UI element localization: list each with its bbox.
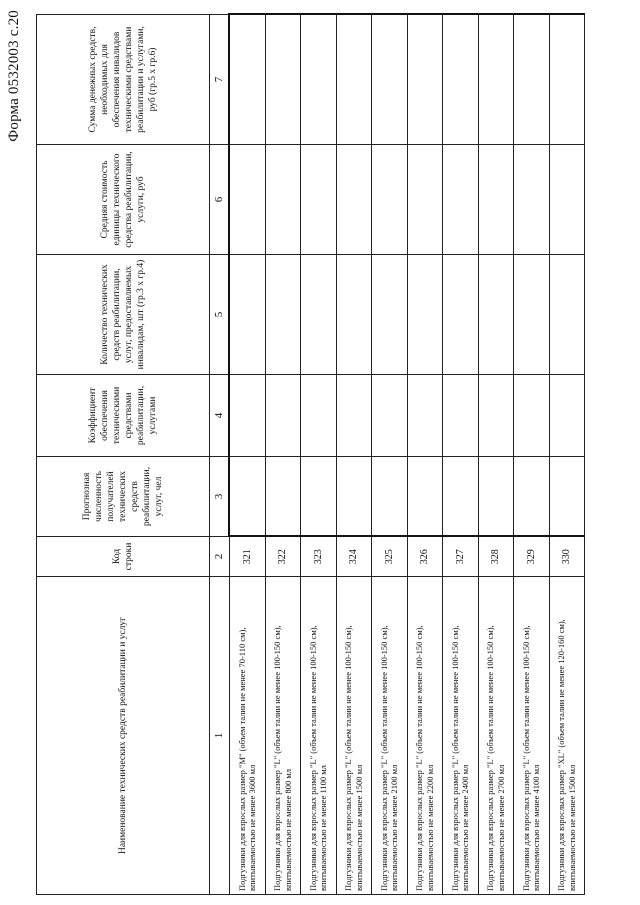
entry-cell[interactable] — [407, 457, 443, 537]
col-header-code: Код строки — [37, 537, 210, 577]
entry-cell[interactable] — [301, 457, 337, 537]
entry-cell[interactable] — [229, 375, 265, 457]
entry-cell[interactable] — [407, 375, 443, 457]
col-header-total: Сумма денежных средств, необходимых для обеспечения инвалидов техническими средствами реабилитации и услугами, руб (гр.5 х гр.6) — [37, 15, 210, 145]
entry-cell[interactable] — [478, 375, 514, 457]
entry-cell[interactable] — [265, 255, 301, 375]
entry-cell[interactable] — [514, 255, 550, 375]
entry-cell[interactable] — [549, 457, 585, 537]
col-header-avg-cost: Средняя стоимость единицы технического средства реабилитации, услуги, руб — [37, 145, 210, 255]
table-row — [514, 15, 550, 895]
col-number: 7 — [210, 15, 230, 145]
entry-cell[interactable] — [443, 145, 479, 255]
table-row — [549, 15, 585, 895]
row-name: Подгузники для взрослых размер "L" (объем талии не менее 100-150 см), впитываемостью не менее 2700 мл — [478, 577, 514, 895]
form-code: Форма 0532003 с.20 — [6, 10, 22, 142]
entry-cell[interactable] — [407, 145, 443, 255]
header-row — [37, 15, 210, 895]
entry-cell[interactable] — [301, 15, 337, 145]
entry-cell[interactable] — [478, 255, 514, 375]
col-number: 1 — [210, 577, 230, 895]
entry-cell[interactable] — [478, 457, 514, 537]
entry-cell[interactable] — [443, 15, 479, 145]
entry-cell[interactable] — [372, 145, 408, 255]
entry-cell[interactable] — [336, 255, 372, 375]
column-number-row — [210, 15, 230, 895]
row-code: 325 — [372, 537, 408, 577]
col-header-name: Наименование технических средств реабилитации и услуг — [37, 577, 210, 895]
entry-cell[interactable] — [549, 375, 585, 457]
row-name: Подгузники для взрослых размер "L" (объем талии не менее 100-150 см), впитываемостью не менее 1100 мл — [301, 577, 337, 895]
entry-cell[interactable] — [514, 375, 550, 457]
entry-cell[interactable] — [265, 15, 301, 145]
entry-cell[interactable] — [514, 15, 550, 145]
col-number: 3 — [210, 457, 230, 537]
entry-cell[interactable] — [549, 15, 585, 145]
row-code: 321 — [229, 537, 265, 577]
col-header-quantity: Количество технических средств реабилитации, услуг, предоставляемых инвалидам, шт (гр.3 х гр.4) — [37, 255, 210, 375]
entry-cell[interactable] — [549, 255, 585, 375]
row-code: 323 — [301, 537, 337, 577]
row-name: Подгузники для взрослых размер "XL" (объем талии не менее 120-160 см), впитываемостью не менее 1500 мл — [549, 577, 585, 895]
row-code: 322 — [265, 537, 301, 577]
table-row — [336, 15, 372, 895]
entry-cell[interactable] — [372, 375, 408, 457]
row-name: Подгузники для взрослых размер "L" (объем талии не менее 100-150 см), впитываемостью не менее 2100 мл — [372, 577, 408, 895]
row-name: Подгузники для взрослых размер "L" (объем талии не менее 100-150 см), впитываемостью не менее 4100 мл — [514, 577, 550, 895]
table-row — [478, 15, 514, 895]
entry-cell[interactable] — [372, 15, 408, 145]
row-name: Подгузники для взрослых размер "L" (объем талии не менее 100-150 см), впитываемостью не менее 2400 мл — [443, 577, 479, 895]
entry-cell[interactable] — [301, 255, 337, 375]
entry-cell[interactable] — [443, 375, 479, 457]
entry-cell[interactable] — [265, 375, 301, 457]
entry-cell[interactable] — [265, 457, 301, 537]
entry-cell[interactable] — [478, 15, 514, 145]
entry-cell[interactable] — [229, 145, 265, 255]
table-row — [443, 15, 479, 895]
row-code: 328 — [478, 537, 514, 577]
col-number: 4 — [210, 375, 230, 457]
entry-cell[interactable] — [336, 15, 372, 145]
table-row — [265, 15, 301, 895]
table-row — [229, 15, 265, 895]
entry-cell[interactable] — [514, 457, 550, 537]
row-code: 330 — [549, 537, 585, 577]
entry-cell[interactable] — [407, 15, 443, 145]
entry-cell[interactable] — [407, 255, 443, 375]
entry-cell[interactable] — [443, 457, 479, 537]
row-code: 326 — [407, 537, 443, 577]
col-number: 2 — [210, 537, 230, 577]
row-code: 327 — [443, 537, 479, 577]
entry-cell[interactable] — [265, 145, 301, 255]
entry-cell[interactable] — [514, 145, 550, 255]
entry-cell[interactable] — [443, 255, 479, 375]
entry-cell[interactable] — [336, 457, 372, 537]
entry-cell[interactable] — [229, 255, 265, 375]
row-name: Подгузники для взрослых размер "L" (объем талии не менее 100-150 см), впитываемостью не менее 2200 мл — [407, 577, 443, 895]
entry-cell[interactable] — [372, 255, 408, 375]
entry-cell[interactable] — [336, 375, 372, 457]
entry-cell[interactable] — [301, 375, 337, 457]
table-row — [301, 15, 337, 895]
row-code: 324 — [336, 537, 372, 577]
table-body — [229, 15, 585, 895]
col-header-coefficient: Коэффициент обеспечения техническими средствами реабилитации, услугами — [37, 375, 210, 457]
entry-cell[interactable] — [549, 145, 585, 255]
row-name: Подгузники для взрослых размер "М" (объем талии не менее 70-110 см), впитываемостью не менее 3600 мл — [229, 577, 265, 895]
col-number: 6 — [210, 145, 230, 255]
row-name: Подгузники для взрослых размер "L" (объем талии не менее 100-150 см), впитываемостью не менее 800 мл — [265, 577, 301, 895]
table-row — [407, 15, 443, 895]
entry-cell[interactable] — [478, 145, 514, 255]
entry-cell[interactable] — [229, 15, 265, 145]
col-header-forecast: Прогнозная численность получателей технических средств реабилитации, услуг, чел — [37, 457, 210, 537]
report-table — [36, 14, 585, 896]
entry-cell[interactable] — [301, 145, 337, 255]
entry-cell[interactable] — [372, 457, 408, 537]
col-number: 5 — [210, 255, 230, 375]
entry-cell[interactable] — [336, 145, 372, 255]
row-name: Подгузники для взрослых размер "L" (объем талии не менее 100-150 см), впитываемостью не менее 1500 мл — [336, 577, 372, 895]
row-code: 329 — [514, 537, 550, 577]
table-row — [372, 15, 408, 895]
entry-cell[interactable] — [229, 457, 265, 537]
